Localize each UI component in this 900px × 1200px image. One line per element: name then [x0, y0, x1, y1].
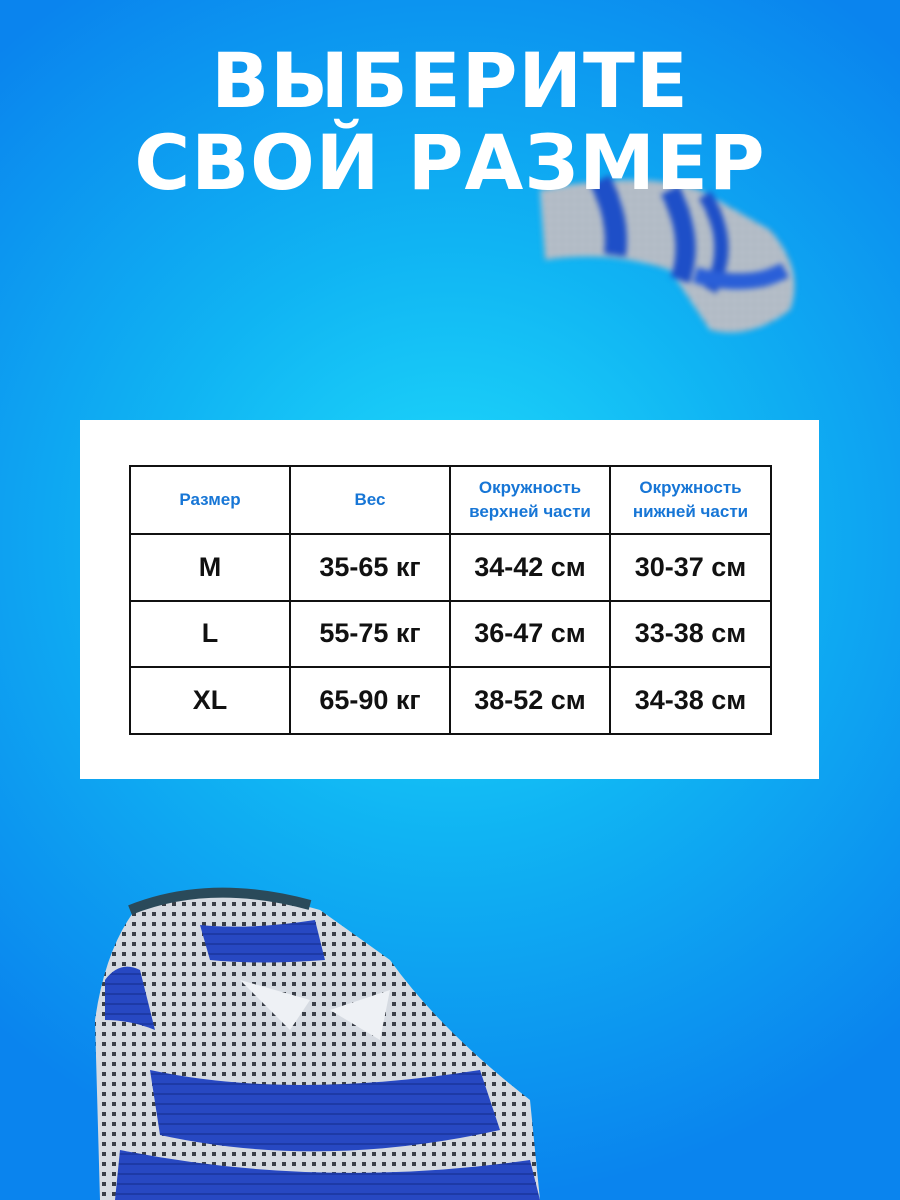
title-line-2: СВОЙ РАЗМЕР	[134, 118, 766, 207]
cell-weight: 55-75 кг	[290, 601, 450, 668]
table-row	[130, 534, 771, 601]
cell-upper-circumference: 34-42 см	[450, 534, 610, 601]
cell-upper-circumference: 36-47 см	[450, 601, 610, 668]
cell-weight: 35-65 кг	[290, 534, 450, 601]
cell-size: XL	[130, 667, 290, 734]
cell-upper-circumference: 38-52 см	[450, 667, 610, 734]
header-lower-circumference: Окружность нижней части	[610, 466, 771, 534]
size-chart-card	[80, 420, 819, 779]
table-row	[130, 601, 771, 668]
title-line-1: ВЫБЕРИТЕ	[211, 36, 689, 125]
size-table	[129, 465, 772, 735]
cell-weight: 65-90 кг	[290, 667, 450, 734]
knee-brace-image-bottom	[60, 870, 580, 1200]
cell-lower-circumference: 30-37 см	[610, 534, 771, 601]
table-header-row	[130, 466, 771, 534]
cell-lower-circumference: 33-38 см	[610, 601, 771, 668]
cell-size: M	[130, 534, 290, 601]
page-title	[0, 36, 900, 207]
header-upper-circumference: Окружность верхней части	[450, 466, 610, 534]
header-size: Размер	[130, 466, 290, 534]
cell-lower-circumference: 34-38 см	[610, 667, 771, 734]
cell-size: L	[130, 601, 290, 668]
table-row	[130, 667, 771, 734]
header-weight: Вес	[290, 466, 450, 534]
